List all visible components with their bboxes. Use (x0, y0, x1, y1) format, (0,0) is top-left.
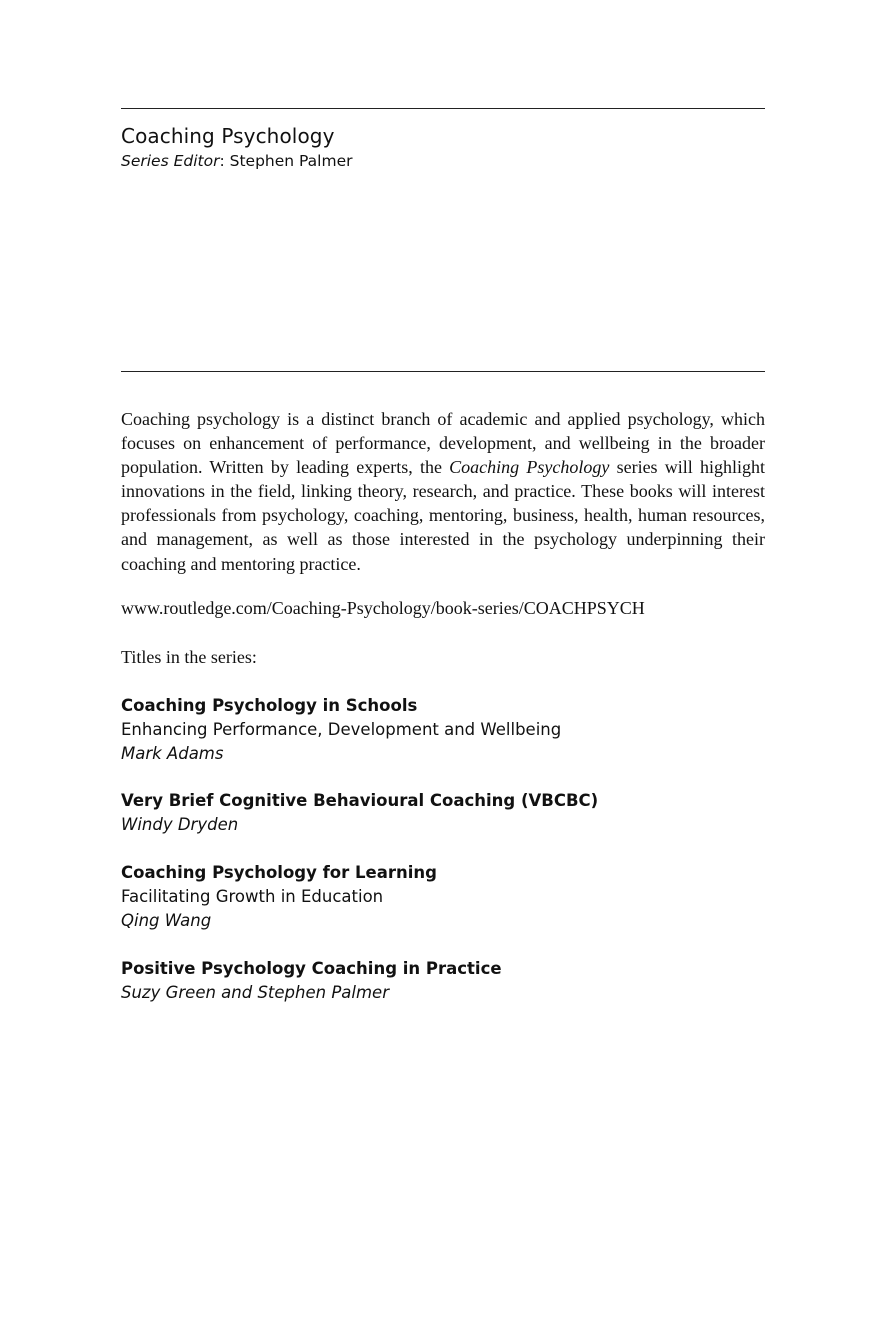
book-title: Very Brief Cognitive Behavioural Coaching (VBCBC) (121, 791, 599, 810)
titles-label: Titles in the series: (121, 647, 257, 667)
book-title: Coaching Psychology for Learning (121, 863, 437, 882)
book-entry (121, 957, 765, 1005)
book-entry (121, 861, 765, 933)
series-description (121, 407, 765, 576)
series-title: Coaching Psychology (121, 124, 335, 148)
book-title: Positive Psychology Coaching in Practice (121, 959, 502, 978)
series-editor-separator: : (219, 152, 225, 170)
book-author: Windy Dryden (121, 815, 239, 834)
description-italic: Coaching Psychology (449, 457, 610, 478)
description-part-1: Coaching psychology is a distinct branch of academic and applied psychology, which focuses on enhancement of performance, development, and wellbeing in the broader population. Written by leading experts, the (121, 409, 765, 478)
book-entry (121, 694, 765, 766)
series-editor-name: Stephen Palmer (224, 152, 353, 170)
series-editor-label: Series Editor (121, 152, 220, 170)
book-author: Mark Adams (121, 744, 224, 763)
description-part-2: series will highlight innovations in the field, linking theory, research, and practice. These books will interest professionals from psychology, coaching, mentoring, business, health, human resources, and management, as well as those interested in the psychology underpinning their coaching and mentoring practice. (121, 457, 765, 574)
book-title: Coaching Psychology in Schools (121, 696, 418, 715)
middle-rule (121, 371, 765, 372)
book-author: Suzy Green and Stephen Palmer (121, 983, 389, 1002)
book-author: Qing Wang (121, 911, 212, 930)
top-rule (121, 108, 765, 109)
book-entry (121, 789, 765, 837)
book-subtitle: Enhancing Performance, Development and Wellbeing (121, 720, 562, 739)
series-url: www.routledge.com/Coaching-Psychology/book-series/COACHPSYCH (121, 598, 645, 618)
series-editor (121, 152, 353, 170)
book-subtitle: Facilitating Growth in Education (121, 887, 384, 906)
